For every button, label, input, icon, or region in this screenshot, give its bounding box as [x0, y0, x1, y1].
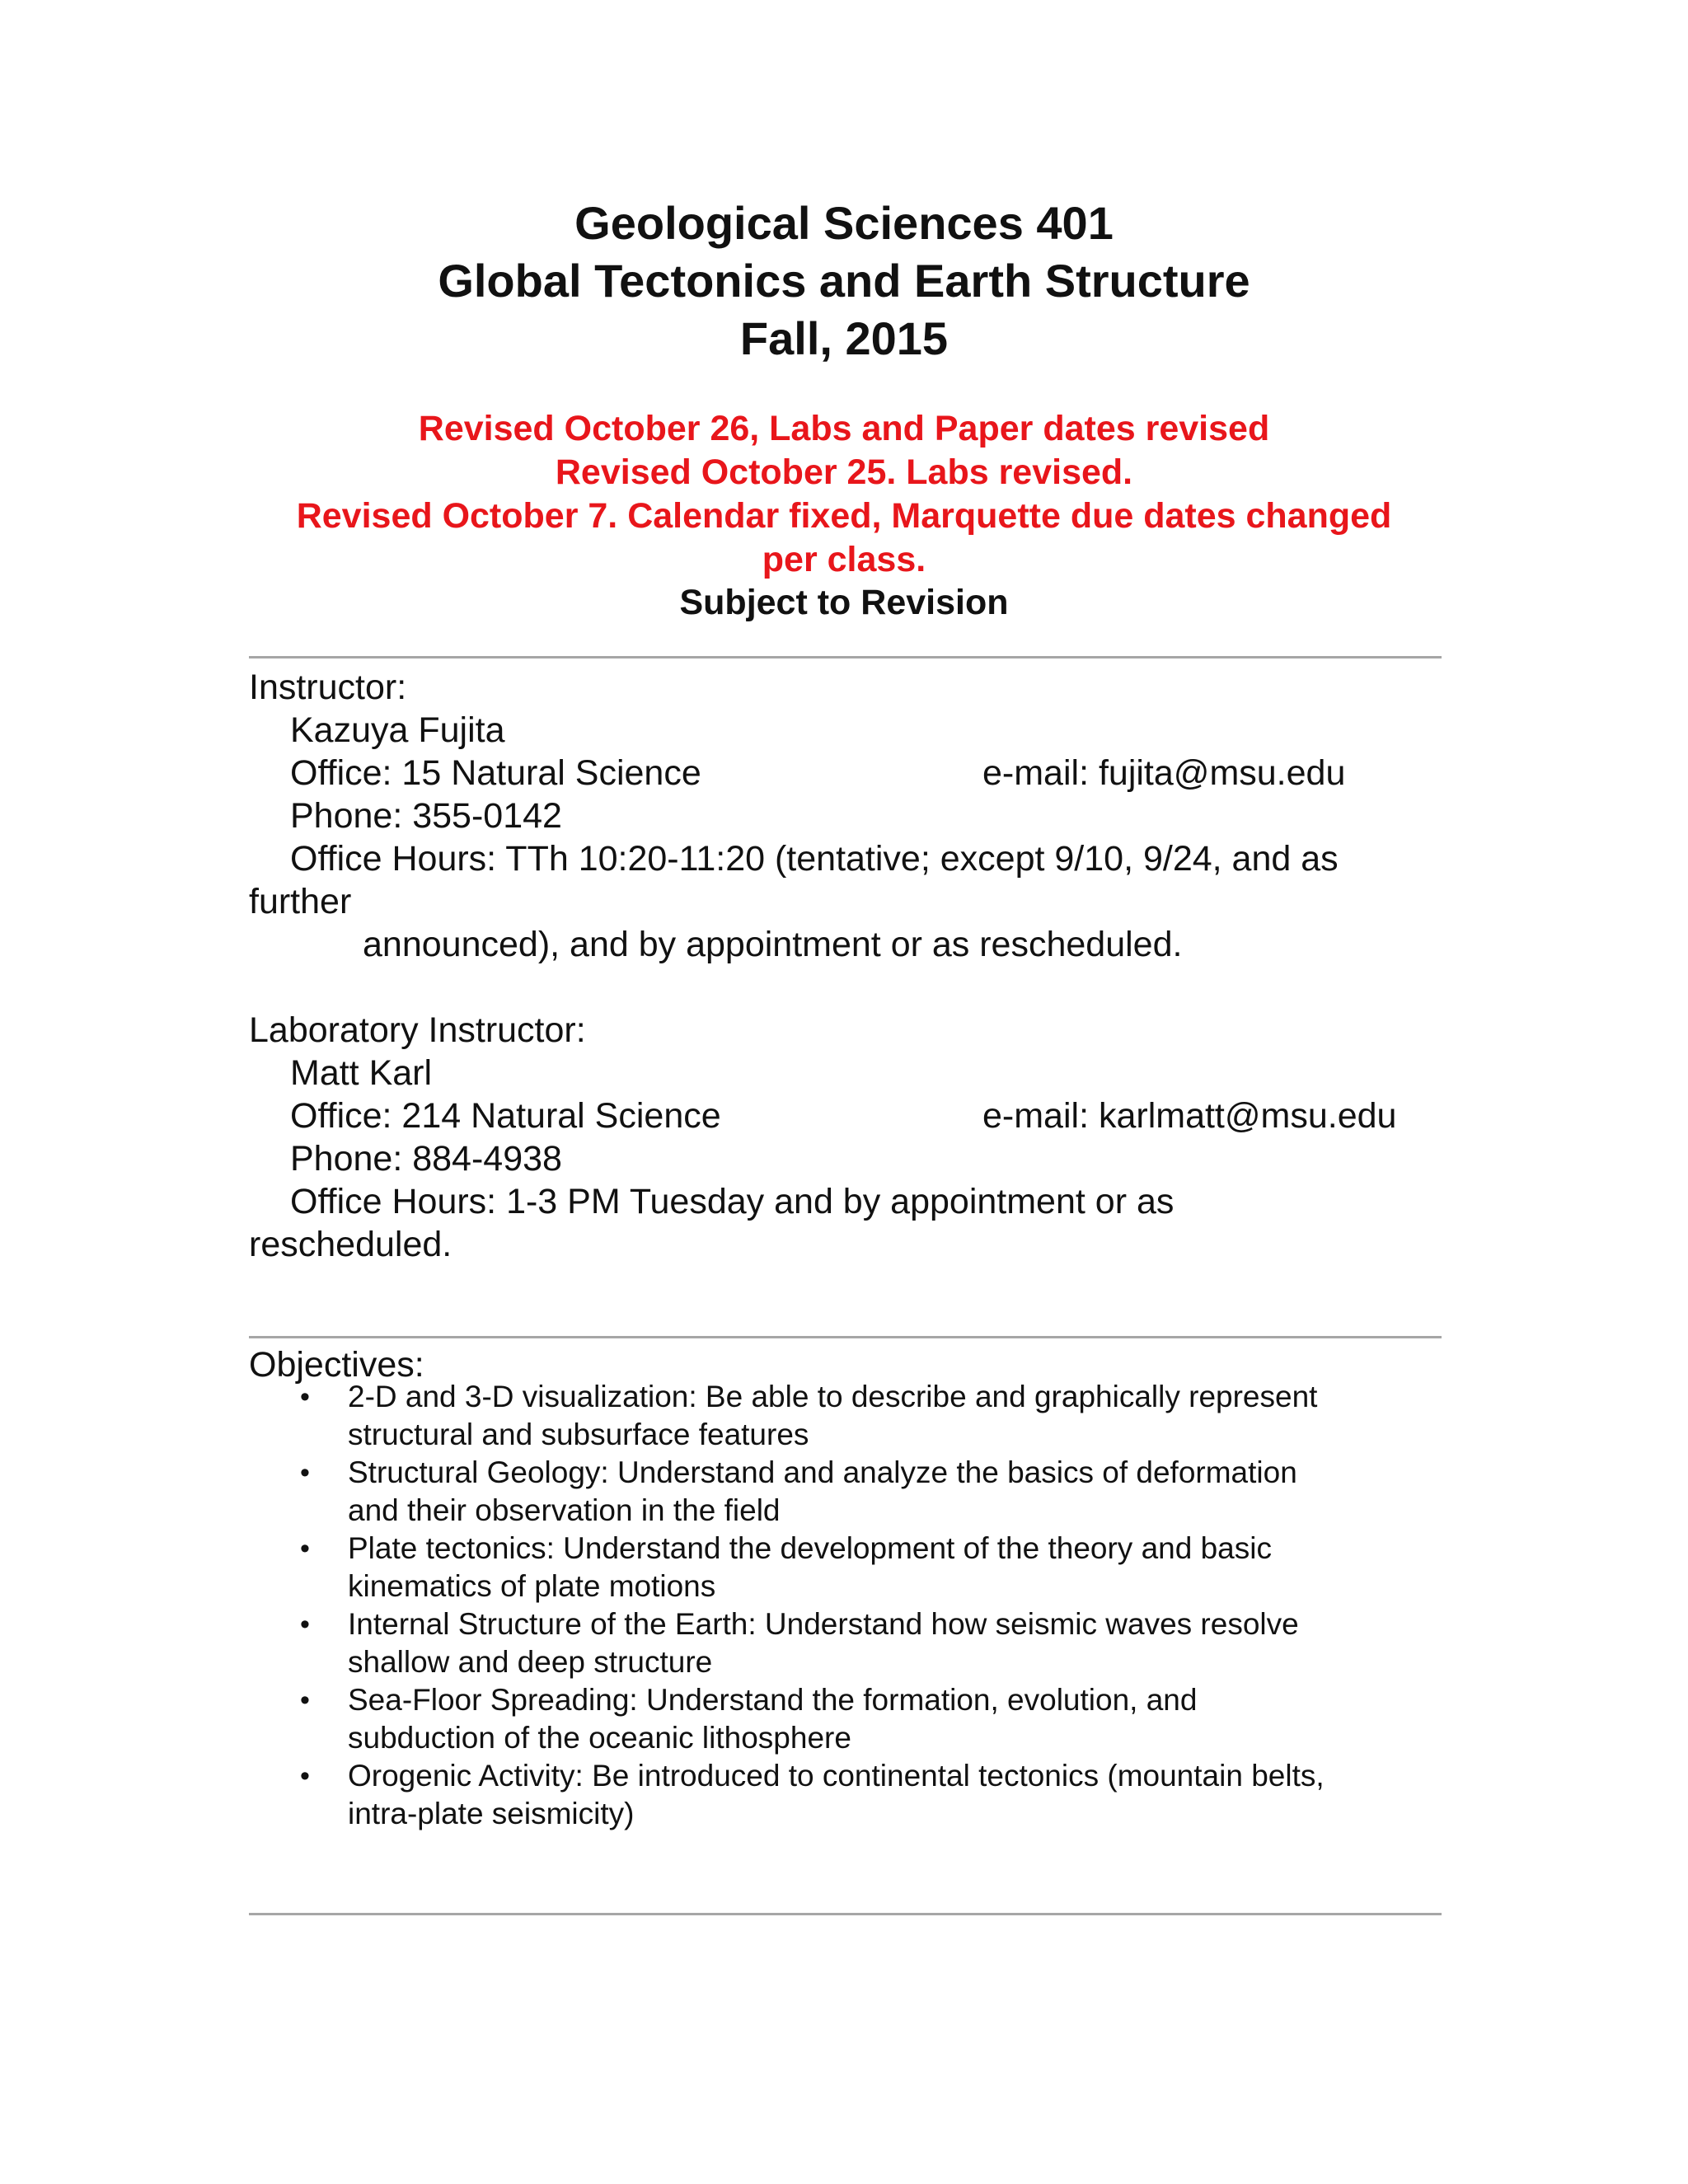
- list-item: [249, 1605, 1428, 1681]
- lab-instructor-hours-cont: rescheduled.: [249, 1225, 452, 1264]
- instructor-name: Kazuya Fujita: [290, 710, 505, 750]
- list-item: [249, 1681, 1428, 1757]
- lab-instructor-phone: Phone: 884-4938: [290, 1139, 562, 1179]
- bullet-icon: •: [300, 1685, 310, 1716]
- objective-line: shallow and deep structure: [348, 1645, 713, 1679]
- objective-line: structural and subsurface features: [348, 1418, 809, 1451]
- instructor-phone: Phone: 355-0142: [290, 796, 562, 836]
- revision-line: Revised October 26, Labs and Paper dates revised: [418, 409, 1270, 448]
- objective-line: and their observation in the field: [348, 1493, 781, 1527]
- lab-instructor-email: e-mail: karlmatt@msu.edu: [982, 1096, 1397, 1136]
- lab-instructor-hours: Office Hours: 1-3 PM Tuesday and by appointment or as: [290, 1182, 1175, 1221]
- list-item: [249, 1757, 1428, 1833]
- course-number: Geological Sciences 401: [574, 197, 1114, 249]
- objective-line: kinematics of plate motions: [348, 1569, 716, 1603]
- lab-instructor-heading: Laboratory Instructor:: [249, 1010, 586, 1050]
- title-block: [0, 194, 1688, 368]
- instructor-hours-cont: further: [249, 882, 352, 921]
- objective-line: intra-plate seismicity): [348, 1797, 635, 1830]
- revision-line: Revised October 25. Labs revised.: [555, 452, 1133, 492]
- instructor-heading: Instructor:: [249, 668, 407, 707]
- instructor-section: [249, 666, 1452, 966]
- subject-to-revision: Subject to Revision: [679, 583, 1009, 622]
- lab-instructor-name: Matt Karl: [290, 1053, 433, 1093]
- list-item: [249, 1378, 1428, 1454]
- bullet-icon: •: [300, 1609, 310, 1640]
- bullet-icon: •: [300, 1533, 310, 1564]
- bullet-icon: •: [300, 1381, 310, 1413]
- lab-instructor-office-row: [249, 1094, 1452, 1137]
- list-item: [249, 1530, 1428, 1605]
- divider: [249, 1913, 1442, 1915]
- objective-line: Sea-Floor Spreading: Understand the formation, evolution, and: [348, 1683, 1198, 1717]
- instructor-email: e-mail: fujita@msu.edu: [982, 753, 1346, 793]
- instructor-hours: Office Hours: TTh 10:20-11:20 (tentative; except 9/10, 9/24, and as: [290, 839, 1339, 879]
- revision-line: Revised October 7. Calendar fixed, Marquette due dates changed: [296, 496, 1392, 536]
- instructor-office-row: [249, 752, 1452, 794]
- objectives-heading: Objectives:: [249, 1345, 424, 1385]
- objective-line: Plate tectonics: Understand the development of the theory and basic: [348, 1531, 1272, 1565]
- objective-line: 2-D and 3-D visualization: Be able to describe and graphically represent: [348, 1380, 1318, 1413]
- revision-line: per class.: [762, 540, 926, 579]
- bullet-icon: •: [300, 1457, 310, 1488]
- objective-line: Structural Geology: Understand and analyze the basics of deformation: [348, 1455, 1297, 1489]
- objective-line: Internal Structure of the Earth: Understand how seismic waves resolve: [348, 1607, 1299, 1641]
- divider: [249, 656, 1442, 658]
- course-term: Fall, 2015: [739, 312, 949, 364]
- revision-notices: [0, 407, 1688, 623]
- divider: [249, 1336, 1442, 1338]
- objective-line: subduction of the oceanic lithosphere: [348, 1721, 851, 1755]
- objective-line: Orogenic Activity: Be introduced to continental tectonics (mountain belts,: [348, 1759, 1325, 1793]
- objectives-list: [249, 1378, 1452, 1833]
- bullet-icon: •: [300, 1760, 310, 1792]
- lab-instructor-office: Office: 214 Natural Science: [290, 1096, 721, 1136]
- lab-instructor-section: [249, 1009, 1452, 1266]
- course-title: Global Tectonics and Earth Structure: [438, 255, 1250, 307]
- instructor-office: Office: 15 Natural Science: [290, 753, 701, 793]
- list-item: [249, 1454, 1428, 1530]
- instructor-hours-cont: announced), and by appointment or as rescheduled.: [363, 925, 1183, 964]
